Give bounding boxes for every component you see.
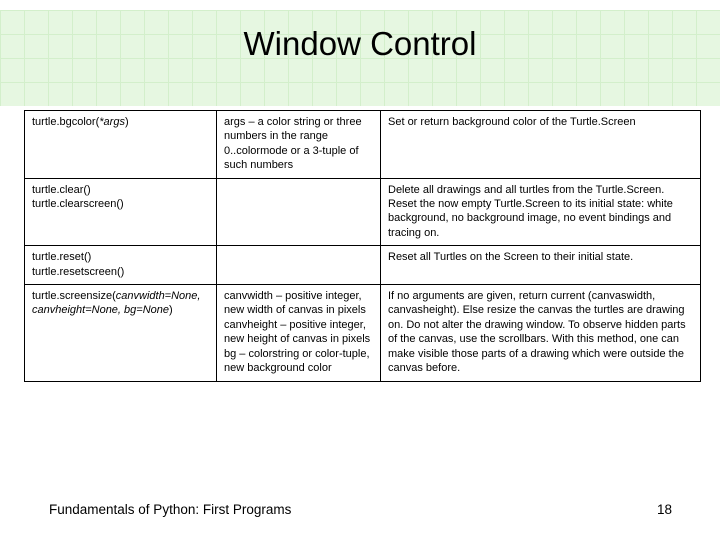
args-cell: args – a color string or three numbers in the range 0..colormode or a 3-tuple of such numbers: [217, 111, 381, 179]
method-cell: turtle.bgcolor(*args): [25, 111, 217, 179]
window-control-table: [24, 110, 701, 382]
method-cell: turtle.clear() turtle.clearscreen(): [25, 178, 217, 246]
page-number: 18: [656, 502, 672, 517]
table-row: [25, 178, 701, 246]
method-cell: turtle.reset() turtle.resetscreen(): [25, 246, 217, 285]
table-row: [25, 246, 701, 285]
slide-footer: Fundamentals of Python: First Programs: [49, 502, 292, 517]
description-cell: Reset all Turtles on the Screen to their initial state.: [381, 246, 701, 285]
description-cell: Set or return background color of the Turtle.Screen: [381, 111, 701, 179]
table-row: [25, 285, 701, 381]
table-row: [25, 111, 701, 179]
args-cell: [217, 246, 381, 285]
args-cell: canvwidth – positive integer, new width of canvas in pixels canvheight – positive integer, new height of canvas in pixels bg – colorstring or color-tuple, new background color: [217, 285, 381, 381]
slide-title: Window Control: [243, 25, 477, 62]
description-cell: If no arguments are given, return current (canvaswidth, canvasheight). Else resize the canvas the turtles are drawing on. Do not alter the drawing window. To observe hidden parts of the canvas, use the scrollbars. With this method, one can make visible those parts of a drawing which were outside the canvas before.: [381, 285, 701, 381]
args-cell: [217, 178, 381, 246]
method-cell: turtle.screensize(canvwidth=None, canvheight=None, bg=None): [25, 285, 217, 381]
description-cell: Delete all drawings and all turtles from the Turtle.Screen. Reset the now empty Turtle.Screen to its initial state: white background, no background image, no event bindings and tracing on.: [381, 178, 701, 246]
